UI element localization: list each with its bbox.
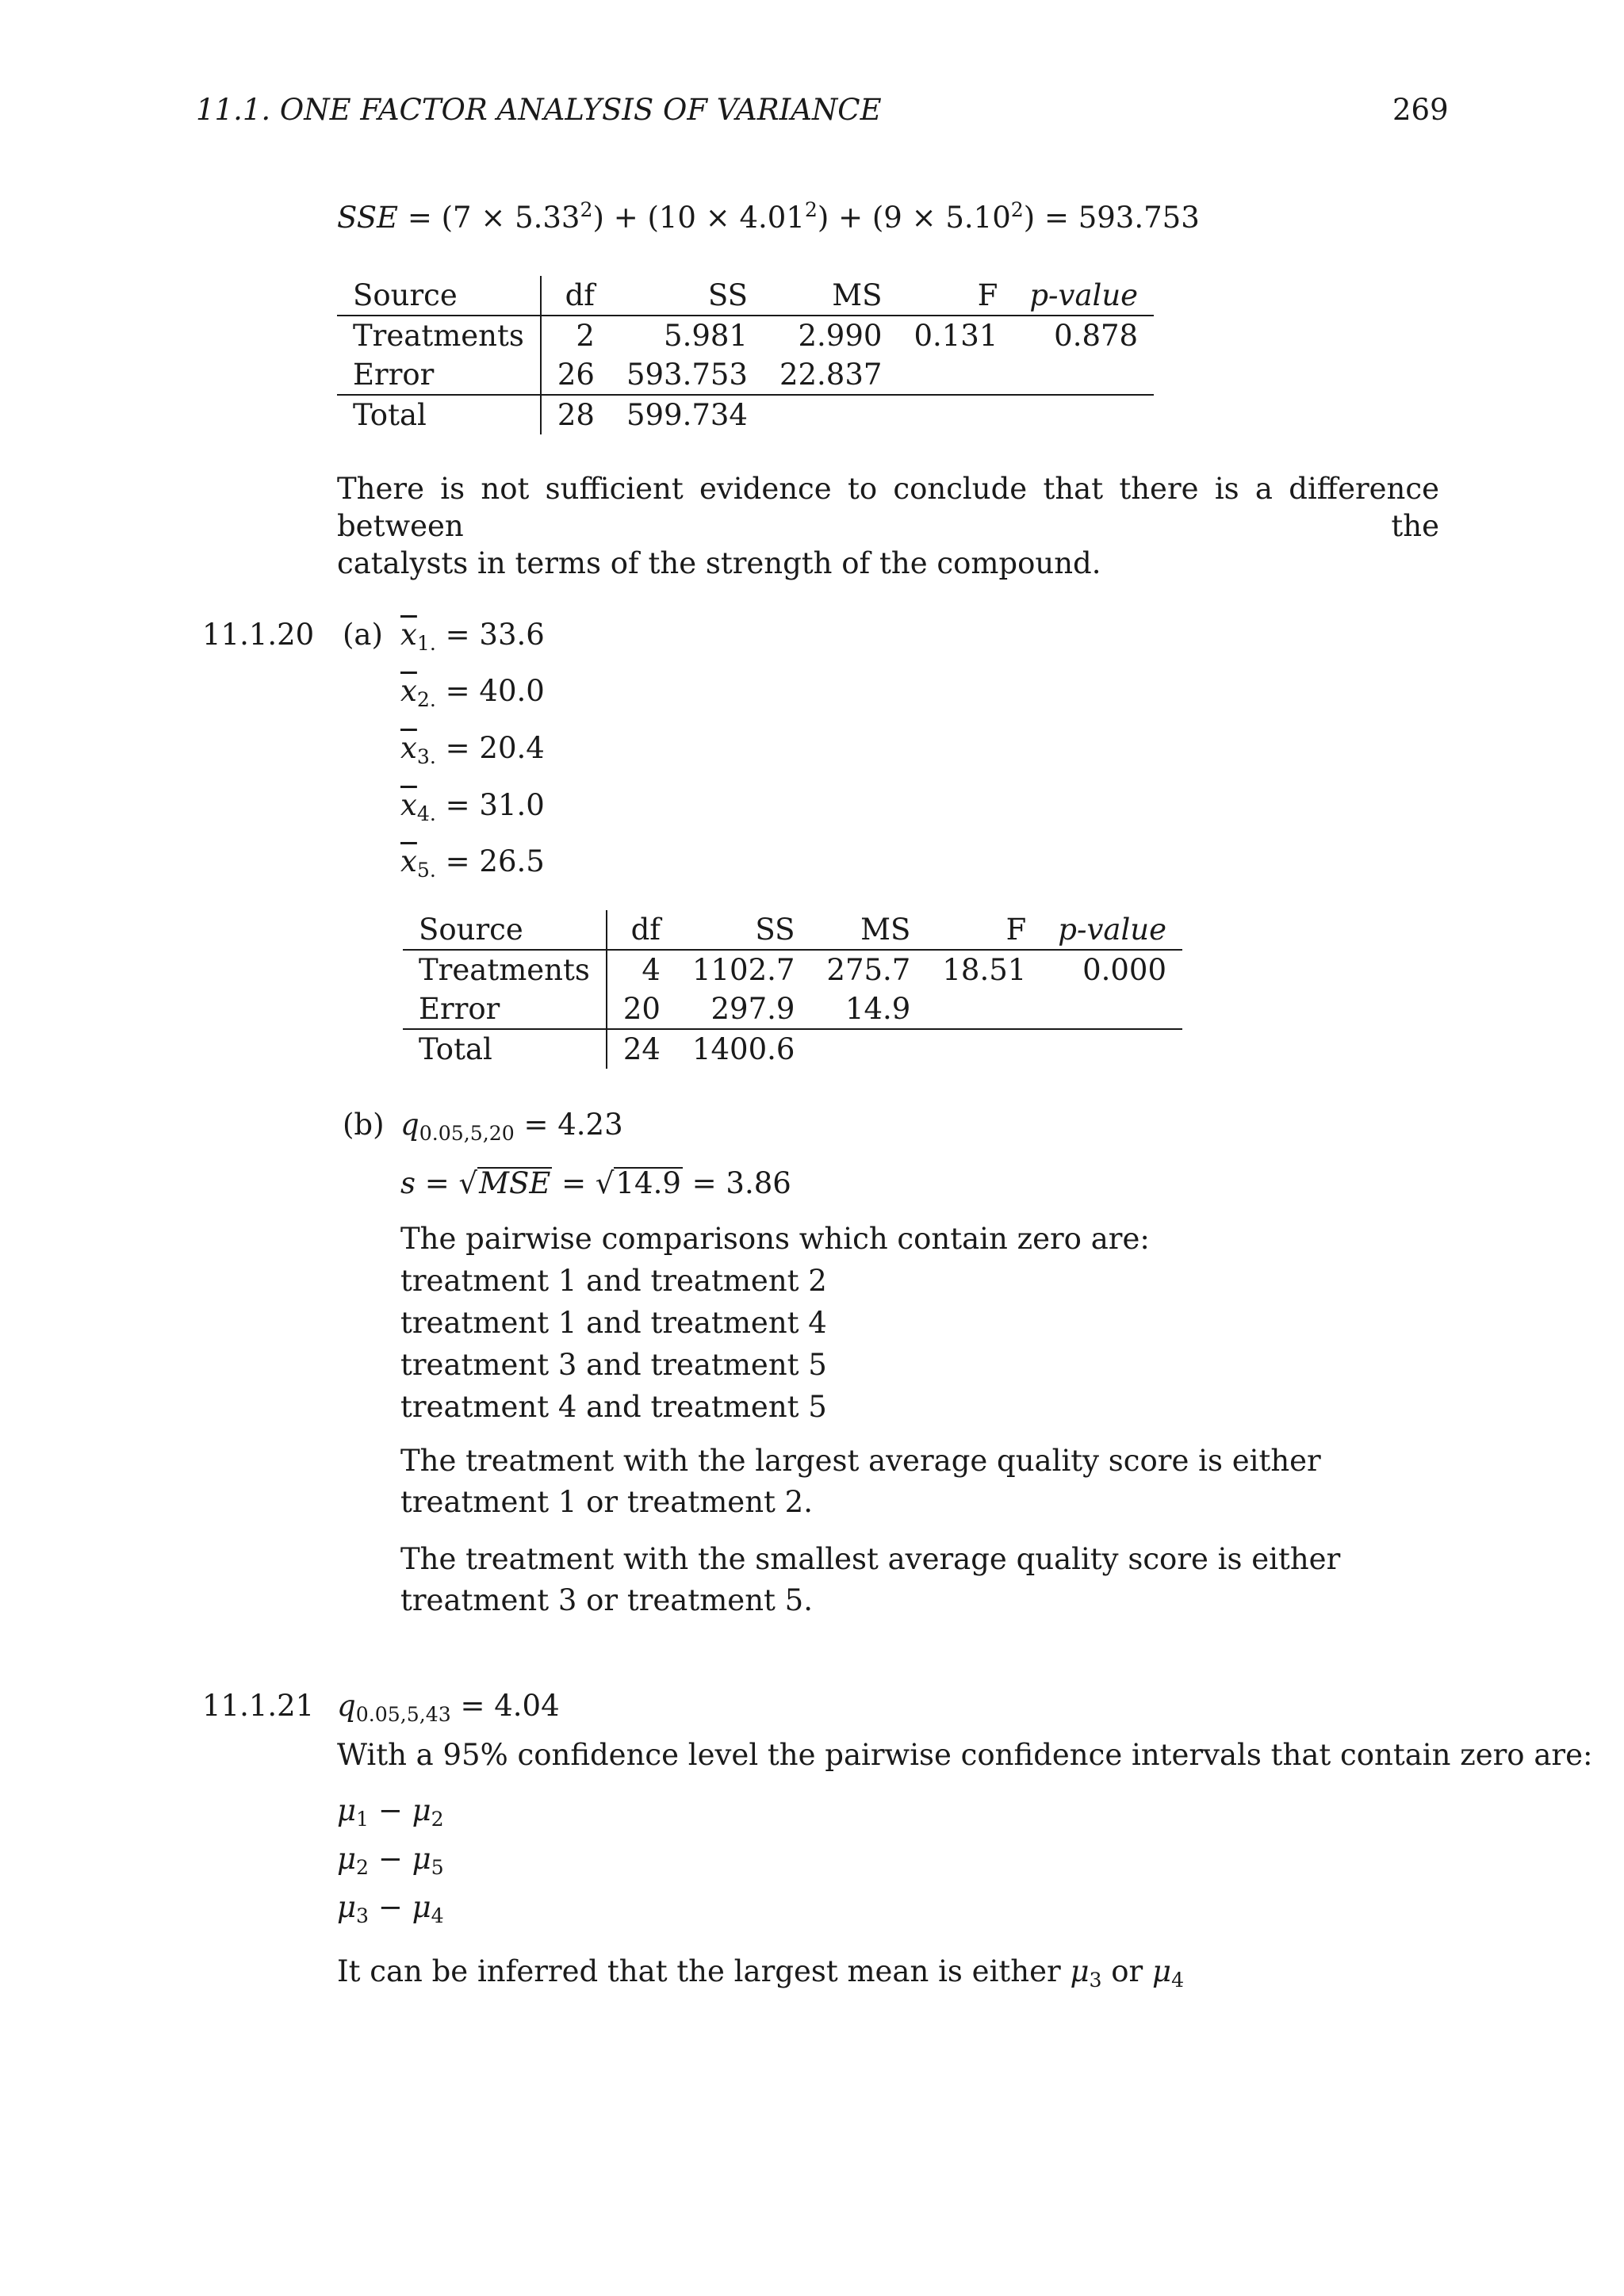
mean-value: = 26.5 (445, 844, 545, 878)
mean-value: = 20.4 (445, 731, 545, 765)
mean-x1: $\overline{x}_{1.} = 33.6$ (400, 618, 545, 656)
table-cell (1042, 1029, 1182, 1069)
table-cell: 2.990 (798, 319, 883, 353)
table-cell: 0.000 (1082, 953, 1167, 987)
interval-item: $\mu_3 - \mu_4$ (337, 1890, 444, 1928)
table-cell (898, 355, 1013, 395)
table-header-cell: df (607, 910, 676, 950)
smallest-line-1: The treatment with the smallest average quality score is either (400, 1542, 1341, 1576)
table-cell: Treatments (337, 316, 541, 355)
running-header: 11.1. ONE FACTOR ANALYSIS OF VARIANCE (196, 93, 882, 127)
largest-line-2: treatment 1 or treatment 2. (400, 1485, 813, 1519)
table-row (403, 989, 1182, 1029)
mean-value: = 31.0 (445, 788, 545, 822)
table-cell: 297.9 (676, 989, 810, 1029)
mean-value: = 33.6 (445, 618, 545, 652)
table-header-row (403, 910, 1182, 950)
table-cell (1013, 395, 1154, 434)
q-value-21: $q_{0.05,5,43} = 4.04$ (337, 1689, 560, 1727)
q-subscript: 0.05,5,20 (419, 1122, 515, 1146)
table-cell: Error (403, 989, 607, 1029)
table-cell: 4 (642, 953, 661, 987)
table-cell (926, 989, 1042, 1029)
s-label: s = (400, 1166, 450, 1200)
table-cell: 28 (557, 398, 595, 432)
pairwise-intro: The pairwise comparisons which contain zero are: (400, 1222, 1150, 1256)
pair-item: treatment 1 and treatment 2 (400, 1264, 827, 1298)
table-cell (1013, 355, 1154, 395)
largest-mean-conclusion: It can be inferred that the largest mean is either $\mu_3$ or $\mu_4$ (337, 1954, 1185, 1992)
part-a-label: (a) (343, 618, 383, 652)
pair-item: treatment 4 and treatment 5 (400, 1390, 827, 1424)
conclusion-paragraph (337, 470, 1439, 582)
table-header-cell: p-value (1013, 276, 1154, 316)
table-row (337, 316, 1154, 355)
table-cell: 1400.6 (691, 1032, 795, 1066)
mean-subscript: 2. (416, 688, 436, 712)
table-cell (1042, 989, 1182, 1029)
s-eq: = (561, 1166, 587, 1200)
table-header-cell: Source (403, 910, 607, 950)
table-cell: Total (403, 1029, 607, 1069)
sse-equation: SSE = $(7 \times 5.33^2) + (10 \times 4.01^2) + (9 \times 5.10^2) = 593.753$ (337, 198, 1200, 235)
table-header-cell: Source (337, 276, 541, 316)
table-cell: 593.753 (611, 355, 764, 395)
table-cell (898, 395, 1013, 434)
smallest-line-2: treatment 3 or treatment 5. (400, 1583, 813, 1617)
conclusion-line-2: catalysts in terms of the strength of the compound. (337, 546, 1101, 580)
table-row (337, 355, 1154, 395)
table-cell: Total (337, 395, 541, 434)
smallest-block (400, 1539, 1340, 1621)
s-result: = 3.86 (691, 1166, 791, 1200)
table-header-cell: SS (611, 276, 764, 316)
q-subscript: 0.05,5,43 (355, 1703, 451, 1727)
pair-item: treatment 3 and treatment 5 (400, 1348, 827, 1382)
table-header-cell: MS (810, 910, 926, 950)
largest-line-1: The treatment with the largest average quality score is either (400, 1444, 1321, 1478)
table-cell: 20 (607, 989, 676, 1029)
table-cell: 0.131 (914, 319, 998, 353)
interval-item: $\mu_1 - \mu_2$ (337, 1793, 444, 1831)
part-b-label: (b) (343, 1108, 385, 1142)
table-cell: 0.878 (1054, 319, 1139, 353)
table-cell: 1102.7 (691, 953, 795, 987)
pair-item: treatment 1 and treatment 4 (400, 1306, 827, 1340)
sqrt-mse: √MSE (458, 1166, 551, 1200)
table-cell: 22.837 (764, 355, 898, 395)
table-cell: 14.9 (810, 989, 926, 1029)
sqrt-value: √14.9 (595, 1166, 681, 1200)
table-cell: 24 (622, 1032, 661, 1066)
mean-subscript: 3. (416, 745, 436, 769)
conclusion-line-1: There is not sufficient evidence to conclude that there is a difference between the (337, 472, 1439, 543)
problem-number-20: 11.1.20 (202, 618, 315, 652)
table-cell: 599.734 (626, 398, 748, 432)
problem-number-21: 11.1.21 (202, 1689, 315, 1723)
mean-subscript: 5. (416, 859, 436, 882)
table-header-cell: p-value (1042, 910, 1182, 950)
mean-subscript: 1. (416, 632, 436, 656)
s-equation (400, 1167, 791, 1198)
table-row (337, 395, 1154, 434)
largest-block (400, 1441, 1321, 1523)
pairwise-block (400, 1218, 1150, 1428)
table-cell: Treatments (403, 950, 607, 989)
table-cell: 2 (576, 319, 595, 353)
mean-subscript: 4. (416, 802, 436, 826)
table-cell: Error (337, 355, 541, 395)
table-header-cell: df (541, 276, 611, 316)
q-value: = 4.04 (460, 1689, 560, 1723)
anova-table-2 (403, 910, 1182, 1069)
table-header-row (337, 276, 1154, 316)
mean-x2: $\overline{x}_{2.} = 40.0$ (400, 674, 545, 712)
table-cell: 5.981 (664, 319, 748, 353)
table-cell: 26 (541, 355, 611, 395)
q-value-20: $q_{0.05,5,20} = 4.23$ (400, 1108, 623, 1146)
table-cell (810, 1029, 926, 1069)
anova-table-1 (337, 276, 1154, 434)
ci-intro: With a 95% confidence level the pairwise confidence intervals that contain zero are: (337, 1738, 1593, 1772)
table-header-cell: F (926, 910, 1042, 950)
table-cell (764, 395, 898, 434)
mean-x3: $\overline{x}_{3.} = 20.4$ (400, 731, 545, 769)
mean-value: = 40.0 (445, 674, 545, 708)
page-number: 269 (1392, 93, 1449, 127)
table-header-cell: F (898, 276, 1013, 316)
table-header-cell: MS (764, 276, 898, 316)
table-cell: 18.51 (942, 953, 1027, 987)
table-cell: 275.7 (826, 953, 911, 987)
q-value: = 4.23 (523, 1108, 623, 1142)
mean-x4: $\overline{x}_{4.} = 31.0$ (400, 788, 545, 826)
table-row (403, 950, 1182, 989)
interval-item: $\mu_2 - \mu_5$ (337, 1842, 444, 1880)
table-header-cell: SS (676, 910, 810, 950)
table-row (403, 1029, 1182, 1069)
mean-x5: $\overline{x}_{5.} = 26.5$ (400, 844, 545, 882)
table-cell (926, 1029, 1042, 1069)
